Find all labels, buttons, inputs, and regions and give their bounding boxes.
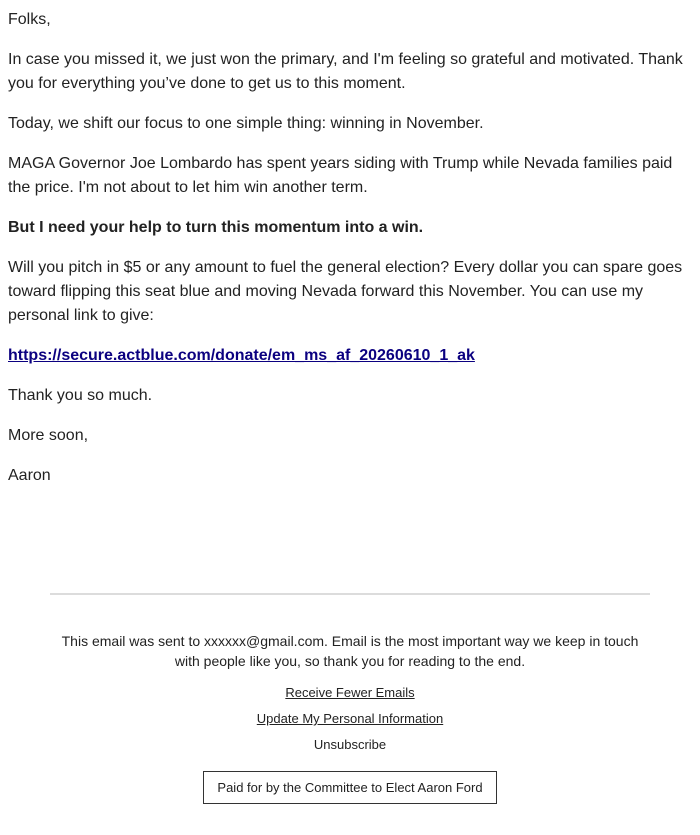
donate-link-line	[8, 344, 692, 368]
receive-fewer-row	[50, 684, 650, 702]
footer-divider	[50, 593, 650, 595]
paragraph-lombardo: MAGA Governor Joe Lombardo has spent years siding with Trump while Nevada families paid the price. I'm not about to let him win another term.	[8, 155, 673, 196]
closing-thanks: Thank you so much.	[8, 387, 153, 404]
paragraph-ask-bold: But I need your help to turn this momentum into a win.	[8, 219, 424, 236]
update-personal-info-link[interactable]: Update My Personal Information	[256, 711, 444, 726]
donate-link[interactable]: https://secure.actblue.com/donate/em_ms_af_20260610_1_ak	[8, 347, 475, 364]
paragraph-primary-win: In case you missed it, we just won the primary, and I'm feeling so grateful and motivated. Thank you for everything you’ve done to get us to this moment.	[8, 51, 683, 92]
unsubscribe-link[interactable]: Unsubscribe	[313, 737, 387, 752]
closing-more-soon: More soon,	[8, 427, 89, 444]
paragraph-pitch-in: Will you pitch in $5 or any amount to fuel the general election? Every dollar you can spare goes toward flipping this seat blue and moving Nevada forward this November. You can use my personal link to give:	[8, 259, 683, 324]
signature: Aaron	[8, 467, 51, 484]
greeting: Folks,	[8, 11, 51, 28]
unsubscribe-row	[50, 736, 650, 754]
update-info-row	[50, 710, 650, 728]
receive-fewer-emails-link[interactable]: Receive Fewer Emails	[285, 685, 415, 700]
sent-to-note: This email was sent to xxxxxx@gmail.com. Email is the most important way we keep in touch with people like you, so thank you for reading to the end.	[61, 633, 639, 669]
paid-for-disclaimer: Paid for by the Committee to Elect Aaron Ford	[203, 771, 497, 804]
paragraph-focus: Today, we shift our focus to one simple thing: winning in November.	[8, 115, 484, 132]
footer	[50, 631, 650, 752]
